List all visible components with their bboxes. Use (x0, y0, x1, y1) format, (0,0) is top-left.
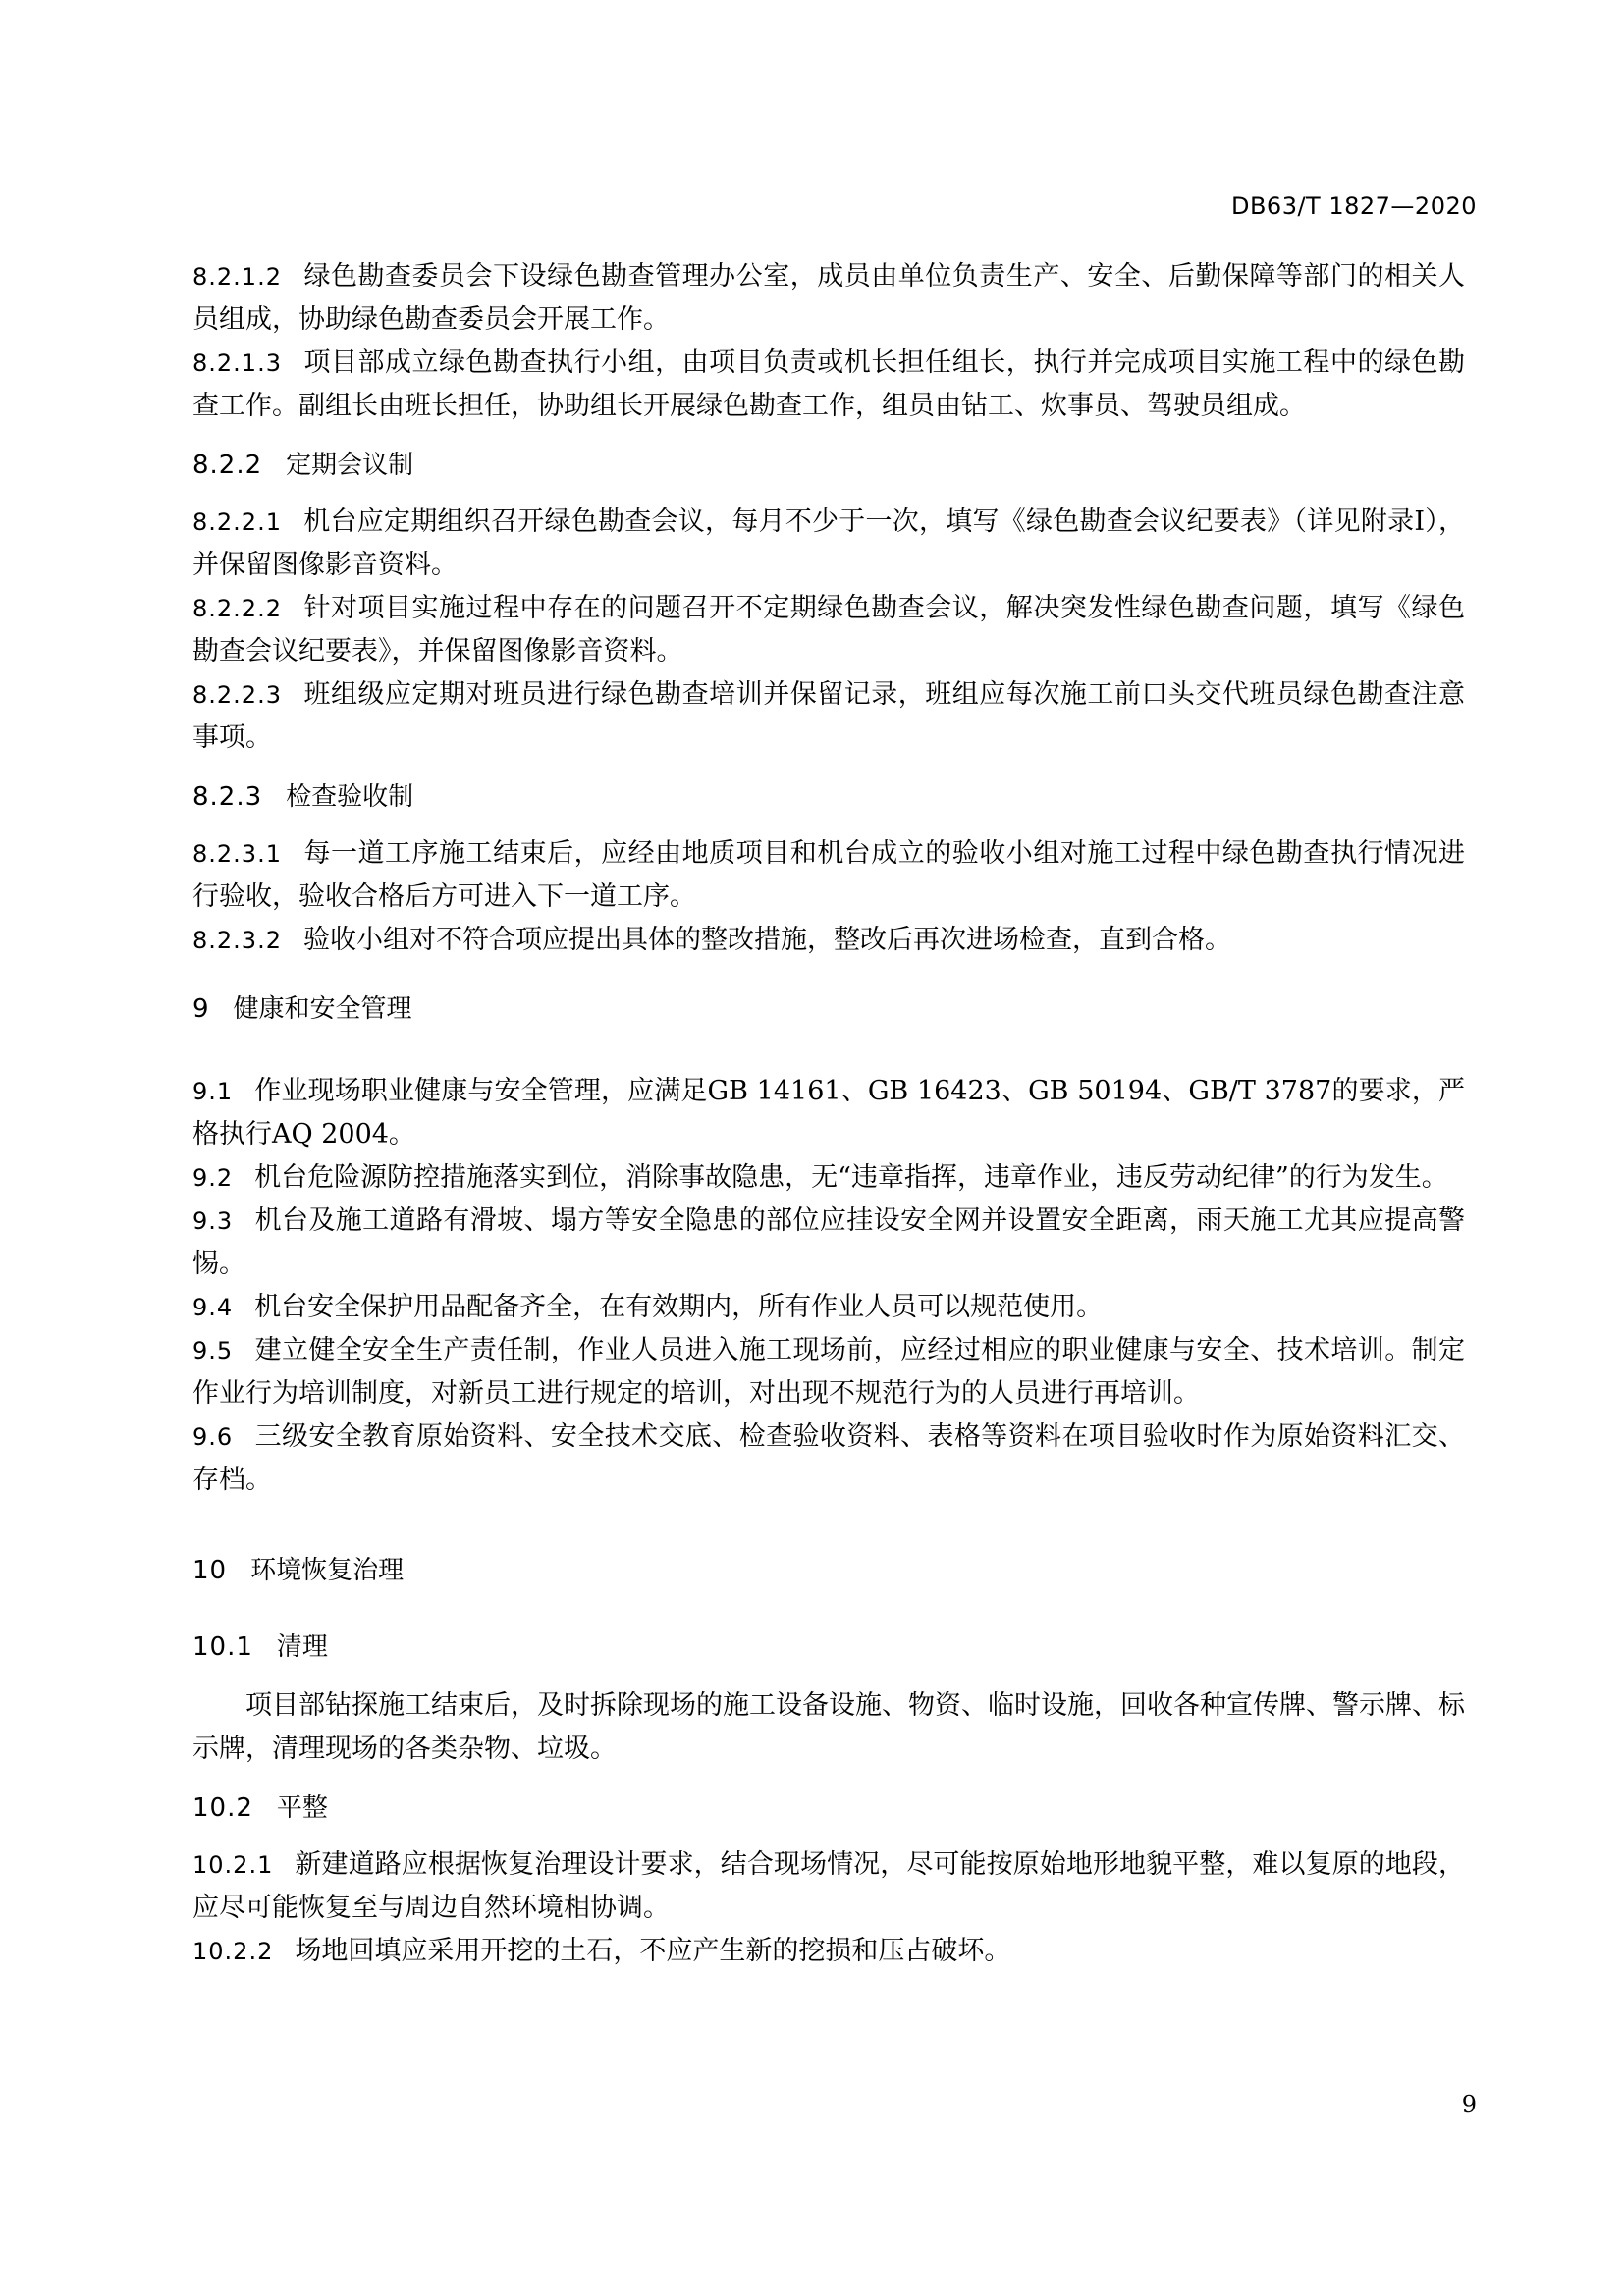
page-number: 9 (1461, 2091, 1477, 2118)
chapter-heading-9: 9 健康和安全管理 (192, 994, 412, 1024)
section-heading-8-2-3: 8.2.3 检查验收制 (192, 782, 414, 812)
clause-9-3: 9.3 机台及施工道路有滑坡、塌方等安全隐患的部位应挂设安全网并设置安全距离，雨天施工尤其应提高警惕。 (192, 1205, 1465, 1279)
clause-9-4: 9.4 机台安全保护用品配备齐全，在有效期内，所有作业人员可以规范使用。 (192, 1292, 1104, 1322)
clause-9-1: 9.1 作业现场职业健康与安全管理，应满足GB 14161、GB 16423、GB 50194、GB/T 3787的要求，严格执行AQ 2004。 (192, 1076, 1465, 1149)
section-heading-10-1: 10.1 清理 (192, 1632, 328, 1662)
section-heading-8-2-2: 8.2.2 定期会议制 (192, 451, 414, 480)
clause-8-2-3-1: 8.2.3.1 每一道工序施工结束后，应经由地质项目和机台成立的验收小组对施工过程中绿色勘查执行情况进行验收，验收合格后方可进入下一道工序。 (192, 838, 1465, 912)
clause-8-2-1-3: 8.2.1.3 项目部成立绿色勘查执行小组，由项目负责或机长担任组长，执行并完成项目实施工程中的绿色勘查工作。副组长由班长担任，协助组长开展绿色勘查工作，组员由钻工、炊事员、驾驶员组成。 (192, 347, 1465, 421)
paragraph-10-1: 项目部钻探施工结束后，及时拆除现场的施工设备设施、物资、临时设施，回收各种宣传牌、警示牌、标示牌，清理现场的各类杂物、垃圾。 (192, 1690, 1465, 1764)
clause-10-2-2: 10.2.2 场地回填应采用开挖的土石，不应产生新的挖损和压占破坏。 (192, 1936, 1011, 1966)
clause-8-2-2-2: 8.2.2.2 针对项目实施过程中存在的问题召开不定期绿色勘查会议，解决突发性绿色勘查问题，填写《绿色勘查会议纪要表》，并保留图像影音资料。 (192, 593, 1465, 667)
document-code: DB63/T 1827—2020 (1230, 192, 1477, 220)
clause-10-2-1: 10.2.1 新建道路应根据恢复治理设计要求，结合现场情况，尽可能按原始地形地貌平整，难以复原的地段，应尽可能恢复至与周边自然环境相协调。 (192, 1849, 1465, 1923)
clause-8-2-1-2: 8.2.1.2 绿色勘查委员会下设绿色勘查管理办公室，成员由单位负责生产、安全、后勤保障等部门的相关人员组成，协助绿色勘查委员会开展工作。 (192, 261, 1465, 335)
clause-8-2-2-3: 8.2.2.3 班组级应定期对班员进行绿色勘查培训并保留记录，班组应每次施工前口头交代班员绿色勘查注意事项。 (192, 679, 1465, 753)
chapter-heading-10: 10 环境恢复治理 (192, 1556, 405, 1585)
clause-8-2-3-2: 8.2.3.2 验收小组对不符合项应提出具体的整改措施，整改后再次进场检查，直到合格。 (192, 925, 1231, 955)
clause-9-2: 9.2 机台危险源防控措施落实到位，消除事故隐患，无“违章指挥，违章作业，违反劳动纪律”的行为发生。 (192, 1162, 1448, 1193)
section-heading-10-2: 10.2 平整 (192, 1793, 328, 1823)
clause-9-6: 9.6 三级安全教育原始资料、安全技术交底、检查验收资料、表格等资料在项目验收时作为原始资料汇交、存档。 (192, 1421, 1465, 1495)
clause-8-2-2-1: 8.2.2.1 机台应定期组织召开绿色勘查会议，每月不少于一次，填写《绿色勘查会议纪要表》（详见附录I），并保留图像影音资料。 (192, 507, 1465, 580)
page-content (192, 255, 1465, 1973)
clause-9-5: 9.5 建立健全安全生产责任制，作业人员进入施工现场前，应经过相应的职业健康与安全、技术培训。制定作业行为培训制度，对新员工进行规定的培训，对出现不规范行为的人员进行再培训。 (192, 1335, 1465, 1409)
